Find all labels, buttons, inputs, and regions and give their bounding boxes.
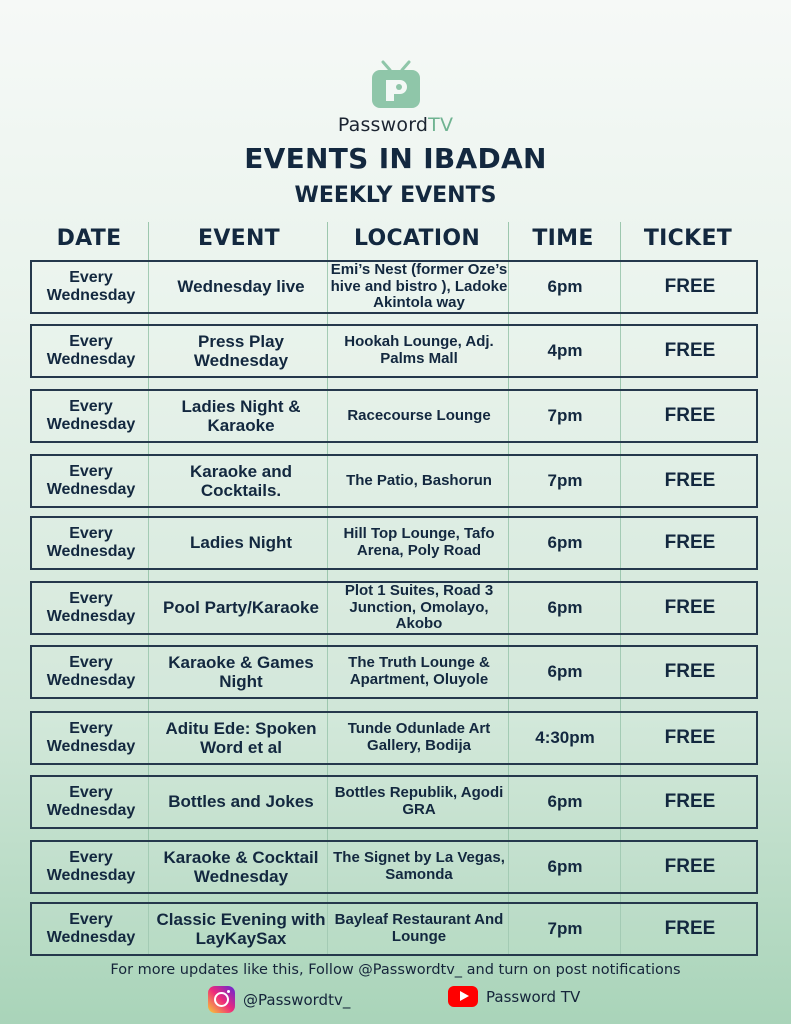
- header-location: LOCATION: [353, 226, 481, 251]
- row-date: Every Wednesday: [46, 398, 136, 433]
- row-ticket: FREE: [664, 918, 716, 940]
- table-row: [30, 581, 758, 635]
- row-date: Every Wednesday: [46, 720, 136, 755]
- brand-name: PasswordTV: [337, 114, 454, 136]
- row-time: 7pm: [547, 406, 583, 426]
- row-date: Every Wednesday: [46, 849, 136, 884]
- row-location: The Signet by La Vegas, Samonda: [333, 849, 505, 883]
- header-ticket: TICKET: [643, 226, 733, 251]
- table-row: [30, 324, 758, 378]
- row-time: 6pm: [547, 598, 583, 618]
- row-time: 4pm: [547, 341, 583, 361]
- row-ticket: FREE: [664, 661, 716, 683]
- table-row: [30, 902, 758, 956]
- row-time: 6pm: [547, 662, 583, 682]
- row-date: Every Wednesday: [46, 590, 136, 625]
- row-event: Press Play Wednesday: [193, 331, 289, 370]
- row-date: Every Wednesday: [46, 463, 136, 498]
- brand-header: [0, 60, 791, 136]
- table-row: [30, 775, 758, 829]
- row-event: Ladies Night & Karaoke: [181, 396, 301, 435]
- row-date: Every Wednesday: [46, 333, 136, 368]
- row-event: Aditu Ede: Spoken Word et al: [165, 718, 317, 757]
- row-location: Racecourse Lounge: [347, 406, 491, 424]
- row-time: 7pm: [547, 919, 583, 939]
- row-event: Classic Evening with LayKaySax: [156, 909, 326, 948]
- row-ticket: FREE: [664, 791, 716, 813]
- row-event: Karaoke and Cocktails.: [189, 461, 293, 500]
- row-location: Hookah Lounge, Adj. Palms Mall: [344, 333, 494, 367]
- row-location: Emi’s Nest (former Oze’s hive and bistro ), Ladoke Akintola way: [330, 260, 508, 312]
- youtube-link[interactable]: [448, 986, 580, 1007]
- row-location: Plot 1 Suites, Road 3 Junction, Omolayo, Akobo: [344, 581, 494, 633]
- row-ticket: FREE: [664, 405, 716, 427]
- youtube-icon: [448, 986, 478, 1007]
- table-header: [30, 226, 762, 256]
- table-row: [30, 389, 758, 443]
- row-location: The Truth Lounge & Apartment, Oluyole: [348, 654, 490, 688]
- row-date: Every Wednesday: [46, 911, 136, 946]
- row-time: 6pm: [547, 277, 583, 297]
- page-title: EVENTS IN IBADAN: [244, 142, 547, 175]
- row-time: 4:30pm: [535, 728, 595, 748]
- instagram-link[interactable]: [208, 986, 350, 1013]
- table-row: [30, 840, 758, 894]
- row-ticket: FREE: [664, 532, 716, 554]
- row-ticket: FREE: [664, 597, 716, 619]
- header-event: EVENT: [197, 226, 280, 251]
- tv-icon: [368, 60, 424, 110]
- row-event: Wednesday live: [177, 277, 305, 297]
- row-location: Bayleaf Restaurant And Lounge: [334, 911, 504, 945]
- row-date: Every Wednesday: [46, 525, 136, 560]
- row-date: Every Wednesday: [46, 784, 136, 819]
- table-row: [30, 645, 758, 699]
- instagram-handle: @Passwordtv_: [243, 990, 351, 1009]
- row-time: 6pm: [547, 792, 583, 812]
- row-time: 6pm: [547, 533, 583, 553]
- row-ticket: FREE: [664, 276, 716, 298]
- row-event: Ladies Night: [189, 533, 292, 553]
- header-date: DATE: [56, 226, 122, 251]
- table-row: [30, 260, 758, 314]
- row-ticket: FREE: [664, 470, 716, 492]
- row-date: Every Wednesday: [46, 654, 136, 689]
- row-location: Tunde Odunlade Art Gallery, Bodija: [347, 720, 491, 754]
- row-event: Karaoke & Cocktail Wednesday: [163, 847, 319, 886]
- table-row: [30, 711, 758, 765]
- row-location: Bottles Republik, Agodi GRA: [334, 784, 504, 818]
- row-ticket: FREE: [664, 856, 716, 878]
- row-location: Hill Top Lounge, Tafo Arena, Poly Road: [343, 525, 495, 559]
- row-location: The Patio, Bashorun: [346, 471, 492, 489]
- table-row: [30, 516, 758, 570]
- footer-text: For more updates like this, Follow @Passwordtv_ and turn on post notifications: [110, 962, 681, 978]
- instagram-icon: [208, 986, 235, 1013]
- row-event: Bottles and Jokes: [168, 792, 314, 812]
- row-event: Karaoke & Games Night: [168, 652, 314, 691]
- row-ticket: FREE: [664, 727, 716, 749]
- page-subtitle: WEEKLY EVENTS: [294, 183, 497, 208]
- row-time: 7pm: [547, 471, 583, 491]
- row-date: Every Wednesday: [46, 269, 136, 304]
- row-time: 6pm: [547, 857, 583, 877]
- row-ticket: FREE: [664, 340, 716, 362]
- table-row: [30, 454, 758, 508]
- youtube-channel: Password TV: [486, 987, 581, 1006]
- row-event: Pool Party/Karaoke: [163, 598, 319, 618]
- header-time: TIME: [532, 226, 594, 251]
